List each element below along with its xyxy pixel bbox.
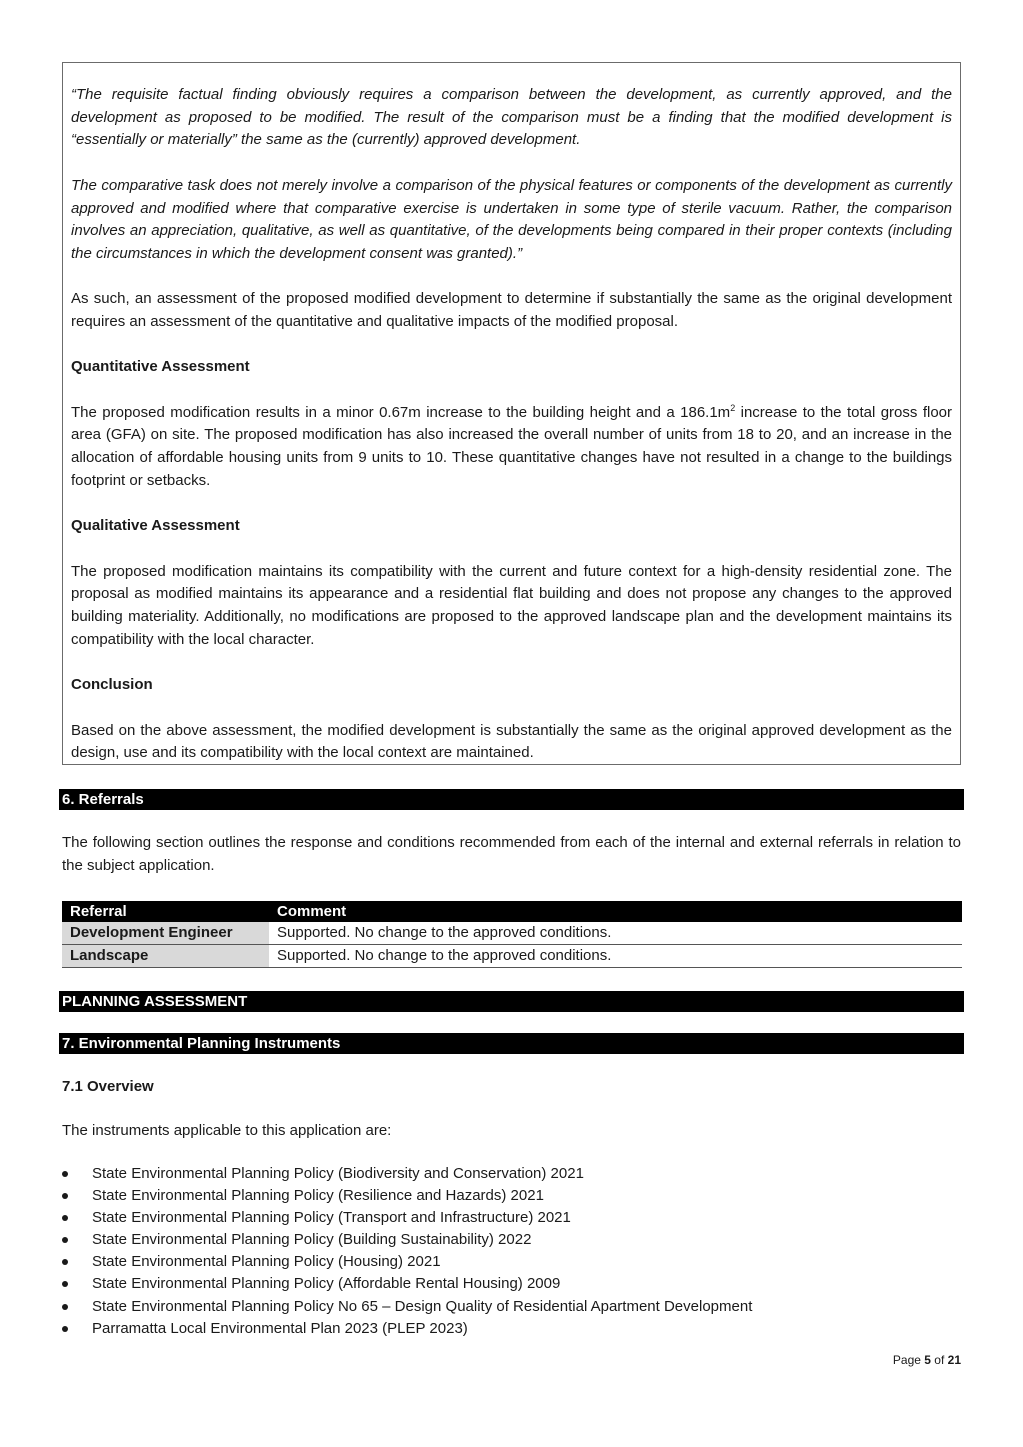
planning-assessment-heading: PLANNING ASSESSMENT <box>59 991 964 1012</box>
quantitative-heading: Quantitative Assessment <box>71 358 250 376</box>
assessment-box <box>62 62 961 765</box>
conclusion-text: Based on the above assessment, the modified development is substantially the same as the original approved development as the design, use and its compatibility with the local context are maintained. <box>71 721 952 762</box>
list-item <box>62 1207 752 1229</box>
bullet-icon <box>62 1281 68 1287</box>
superscript-2: 2 <box>730 402 736 413</box>
page-of: of <box>930 1353 948 1367</box>
bullet-icon <box>62 1215 68 1221</box>
list-item <box>62 1163 752 1185</box>
instrument-name: State Environmental Planning Policy (Building Sustainability) 2022 <box>92 1231 532 1249</box>
instrument-name: State Environmental Planning Policy (Housing) 2021 <box>92 1253 441 1271</box>
bullet-icon <box>62 1237 68 1243</box>
instruments-intro: The instruments applicable to this application are: <box>62 1122 392 1139</box>
instrument-name: State Environmental Planning Policy (Resilience and Hazards) 2021 <box>92 1187 544 1205</box>
instrument-name: Parramatta Local Environmental Plan 2023 (PLEP 2023) <box>92 1319 468 1337</box>
referrals-table <box>62 901 962 968</box>
quantitative-text-part-2: increase to the total gross floor area (GFA) on site. The proposed modification has also increased the overall number of units from 18 to 20, and an increase in the allocation of affordable housing units from 9 units to 10. These quantitative changes have not resulted in a change to the buildings footprint or setbacks. <box>71 403 952 489</box>
instrument-name: State Environmental Planning Policy (Transport and Infrastructure) 2021 <box>92 1209 571 1227</box>
list-item <box>62 1251 752 1273</box>
list-item <box>62 1229 752 1251</box>
instrument-name: State Environmental Planning Policy (Biodiversity and Conservation) 2021 <box>92 1165 584 1182</box>
referral-name: Landscape <box>62 945 269 968</box>
referral-comment: Supported. No change to the approved conditions. <box>269 922 962 945</box>
list-item <box>62 1185 752 1207</box>
quote-paragraph-1: “The requisite factual finding obviously requires a comparison between the development, as currently approved, and the development as proposed to be modified. The result of the comparison must be a finding that the modified development is “essentially or materially” the same as the (currently) approved development. <box>71 86 952 149</box>
bullet-icon <box>62 1171 68 1177</box>
list-item <box>62 1318 752 1340</box>
bullet-icon <box>62 1304 68 1310</box>
instruments-list <box>62 1163 752 1340</box>
conclusion-heading: Conclusion <box>71 676 153 694</box>
bullet-icon <box>62 1326 68 1332</box>
page-current: 5 <box>924 1353 931 1367</box>
referral-name: Development Engineer <box>62 922 269 945</box>
bullet-icon <box>62 1193 68 1199</box>
overview-heading: 7.1 Overview <box>62 1078 154 1095</box>
referrals-intro: The following section outlines the response and conditions recommended from each of the internal and external referrals in relation to the subject application. <box>62 834 961 874</box>
referral-comment: Supported. No change to the approved conditions. <box>269 945 962 968</box>
column-header-comment: Comment <box>269 901 962 922</box>
page-total: 21 <box>947 1353 961 1367</box>
epi-section-heading: 7. Environmental Planning Instruments <box>59 1033 964 1054</box>
table-row <box>62 945 962 968</box>
assessment-intro: As such, an assessment of the proposed modified development to determine if substantially the same as the original development requires an assessment of the quantitative and qualitative impacts of the modified proposal. <box>71 290 952 330</box>
quote-paragraph-2: The comparative task does not merely involve a comparison of the physical features or components of the development as currently approved and modified where that comparative exercise is undertaken in some type of sterile vacuum. Rather, the comparison involves an appreciation, qualitative, as well as quantitative, of the developments being compared in their proper contexts (including the circumstances in which the development consent was granted).” <box>71 176 952 262</box>
page-number <box>893 1353 961 1367</box>
table-row <box>62 922 962 945</box>
page-prefix: Page <box>892 1353 925 1367</box>
quantitative-text <box>71 402 952 493</box>
column-header-referral: Referral <box>62 901 269 922</box>
bullet-icon <box>62 1259 68 1265</box>
instrument-name: State Environmental Planning Policy (Affordable Rental Housing) 2009 <box>92 1275 561 1293</box>
referrals-section-heading: 6. Referrals <box>59 789 964 810</box>
qualitative-heading: Qualitative Assessment <box>71 517 240 535</box>
instrument-name: State Environmental Planning Policy No 65 – Design Quality of Residential Apartment Development <box>92 1297 753 1315</box>
quantitative-text-part-1: The proposed modification results in a minor 0.67m increase to the building height and a 186.1m <box>71 403 731 421</box>
table-header-row <box>62 901 962 922</box>
list-item <box>62 1273 752 1295</box>
qualitative-text: The proposed modification maintains its compatibility with the current and future context for a high-density residential zone. The proposal as modified maintains its appearance and a residential flat building and does not propose any changes to the approved building materiality. Additionally, no modifications are proposed to the approved landscape plan and the development maintains its compatibility with the local character. <box>71 562 952 648</box>
list-item <box>62 1296 752 1318</box>
